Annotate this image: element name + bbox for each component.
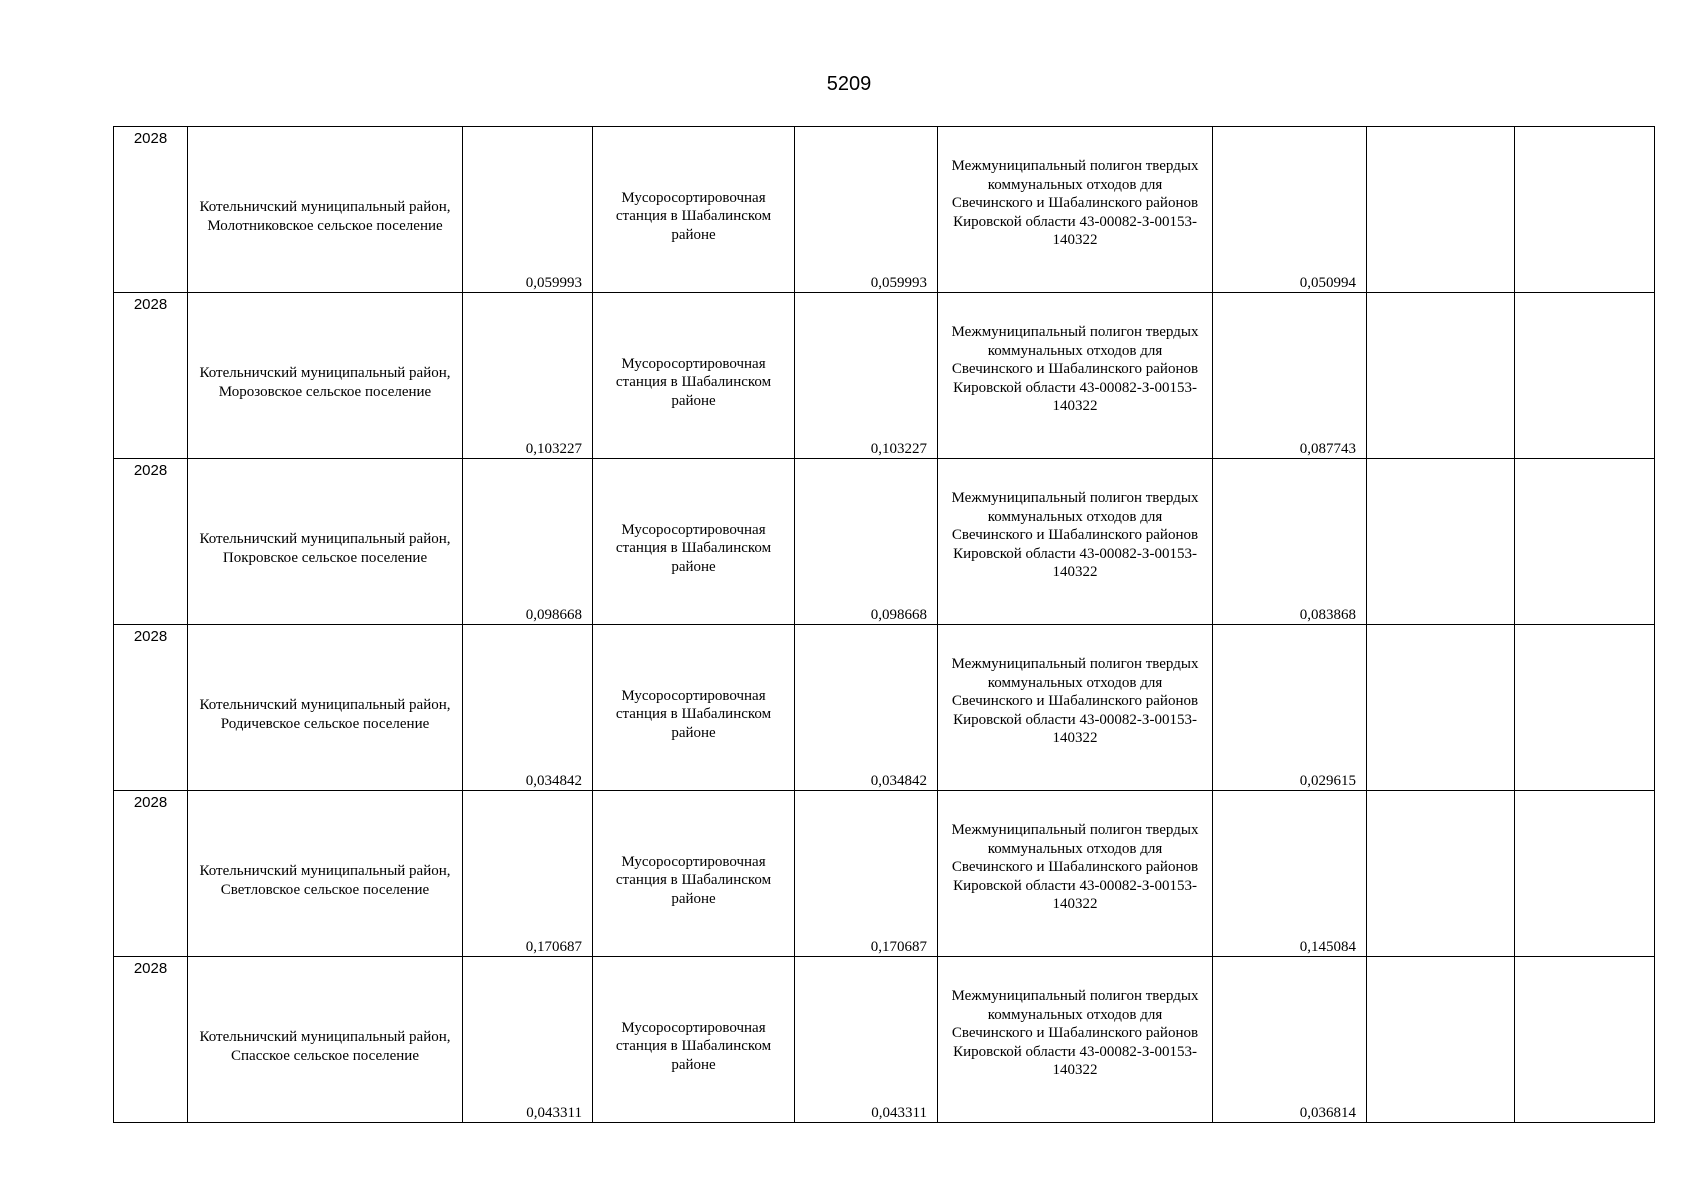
station-cell: Мусоросортировочная станция в Шабалинском районе — [593, 127, 795, 293]
table-row — [114, 293, 1655, 459]
source-cell: Котельничский муниципальный район, Родичевское сельское поселение — [188, 625, 463, 791]
waste-flow-table — [113, 126, 1655, 1123]
empty-cell — [1367, 293, 1515, 459]
landfill-cell: Межмуниципальный полигон твердых коммунальных отходов для Свечинского и Шабалинского районов Кировской области 43-00082-З-00153-140322 — [938, 791, 1213, 957]
station-cell: Мусоросортировочная станция в Шабалинском районе — [593, 459, 795, 625]
source-value-cell: 0,043311 — [463, 957, 593, 1123]
empty-cell — [1515, 459, 1655, 625]
landfill-value-cell: 0,145084 — [1213, 791, 1367, 957]
year-cell: 2028 — [114, 625, 188, 791]
year-cell: 2028 — [114, 459, 188, 625]
empty-cell — [1515, 625, 1655, 791]
table-row — [114, 957, 1655, 1123]
empty-cell — [1515, 957, 1655, 1123]
page-number: 5209 — [826, 73, 872, 95]
table-row — [114, 625, 1655, 791]
source-value-cell: 0,059993 — [463, 127, 593, 293]
station-cell: Мусоросортировочная станция в Шабалинском районе — [593, 293, 795, 459]
landfill-value-cell: 0,050994 — [1213, 127, 1367, 293]
table-row — [114, 127, 1655, 293]
source-cell: Котельничский муниципальный район, Молотниковское сельское поселение — [188, 127, 463, 293]
empty-cell — [1515, 791, 1655, 957]
empty-cell — [1515, 293, 1655, 459]
station-value-cell: 0,043311 — [795, 957, 938, 1123]
empty-cell — [1367, 957, 1515, 1123]
source-cell: Котельничский муниципальный район, Морозовское сельское поселение — [188, 293, 463, 459]
station-cell: Мусоросортировочная станция в Шабалинском районе — [593, 791, 795, 957]
source-cell: Котельничский муниципальный район, Светловское сельское поселение — [188, 791, 463, 957]
landfill-value-cell: 0,029615 — [1213, 625, 1367, 791]
landfill-cell: Межмуниципальный полигон твердых коммунальных отходов для Свечинского и Шабалинского районов Кировской области 43-00082-З-00153-140322 — [938, 293, 1213, 459]
source-cell: Котельничский муниципальный район, Покровское сельское поселение — [188, 459, 463, 625]
empty-cell — [1367, 791, 1515, 957]
landfill-value-cell: 0,036814 — [1213, 957, 1367, 1123]
landfill-cell: Межмуниципальный полигон твердых коммунальных отходов для Свечинского и Шабалинского районов Кировской области 43-00082-З-00153-140322 — [938, 127, 1213, 293]
year-cell: 2028 — [114, 791, 188, 957]
station-value-cell: 0,103227 — [795, 293, 938, 459]
empty-cell — [1367, 459, 1515, 625]
station-value-cell: 0,098668 — [795, 459, 938, 625]
year-cell: 2028 — [114, 957, 188, 1123]
year-cell: 2028 — [114, 127, 188, 293]
year-cell: 2028 — [114, 293, 188, 459]
landfill-value-cell: 0,083868 — [1213, 459, 1367, 625]
station-value-cell: 0,034842 — [795, 625, 938, 791]
station-cell: Мусоросортировочная станция в Шабалинском районе — [593, 625, 795, 791]
empty-cell — [1367, 625, 1515, 791]
empty-cell — [1367, 127, 1515, 293]
empty-cell — [1515, 127, 1655, 293]
source-value-cell: 0,098668 — [463, 459, 593, 625]
landfill-cell: Межмуниципальный полигон твердых коммунальных отходов для Свечинского и Шабалинского районов Кировской области 43-00082-З-00153-140322 — [938, 957, 1213, 1123]
source-cell: Котельничский муниципальный район, Спасское сельское поселение — [188, 957, 463, 1123]
landfill-value-cell: 0,087743 — [1213, 293, 1367, 459]
source-value-cell: 0,034842 — [463, 625, 593, 791]
station-value-cell: 0,059993 — [795, 127, 938, 293]
source-value-cell: 0,170687 — [463, 791, 593, 957]
source-value-cell: 0,103227 — [463, 293, 593, 459]
table-row — [114, 791, 1655, 957]
table-row — [114, 459, 1655, 625]
landfill-cell: Межмуниципальный полигон твердых коммунальных отходов для Свечинского и Шабалинского районов Кировской области 43-00082-З-00153-140322 — [938, 459, 1213, 625]
station-cell: Мусоросортировочная станция в Шабалинском районе — [593, 957, 795, 1123]
station-value-cell: 0,170687 — [795, 791, 938, 957]
landfill-cell: Межмуниципальный полигон твердых коммунальных отходов для Свечинского и Шабалинского районов Кировской области 43-00082-З-00153-140322 — [938, 625, 1213, 791]
